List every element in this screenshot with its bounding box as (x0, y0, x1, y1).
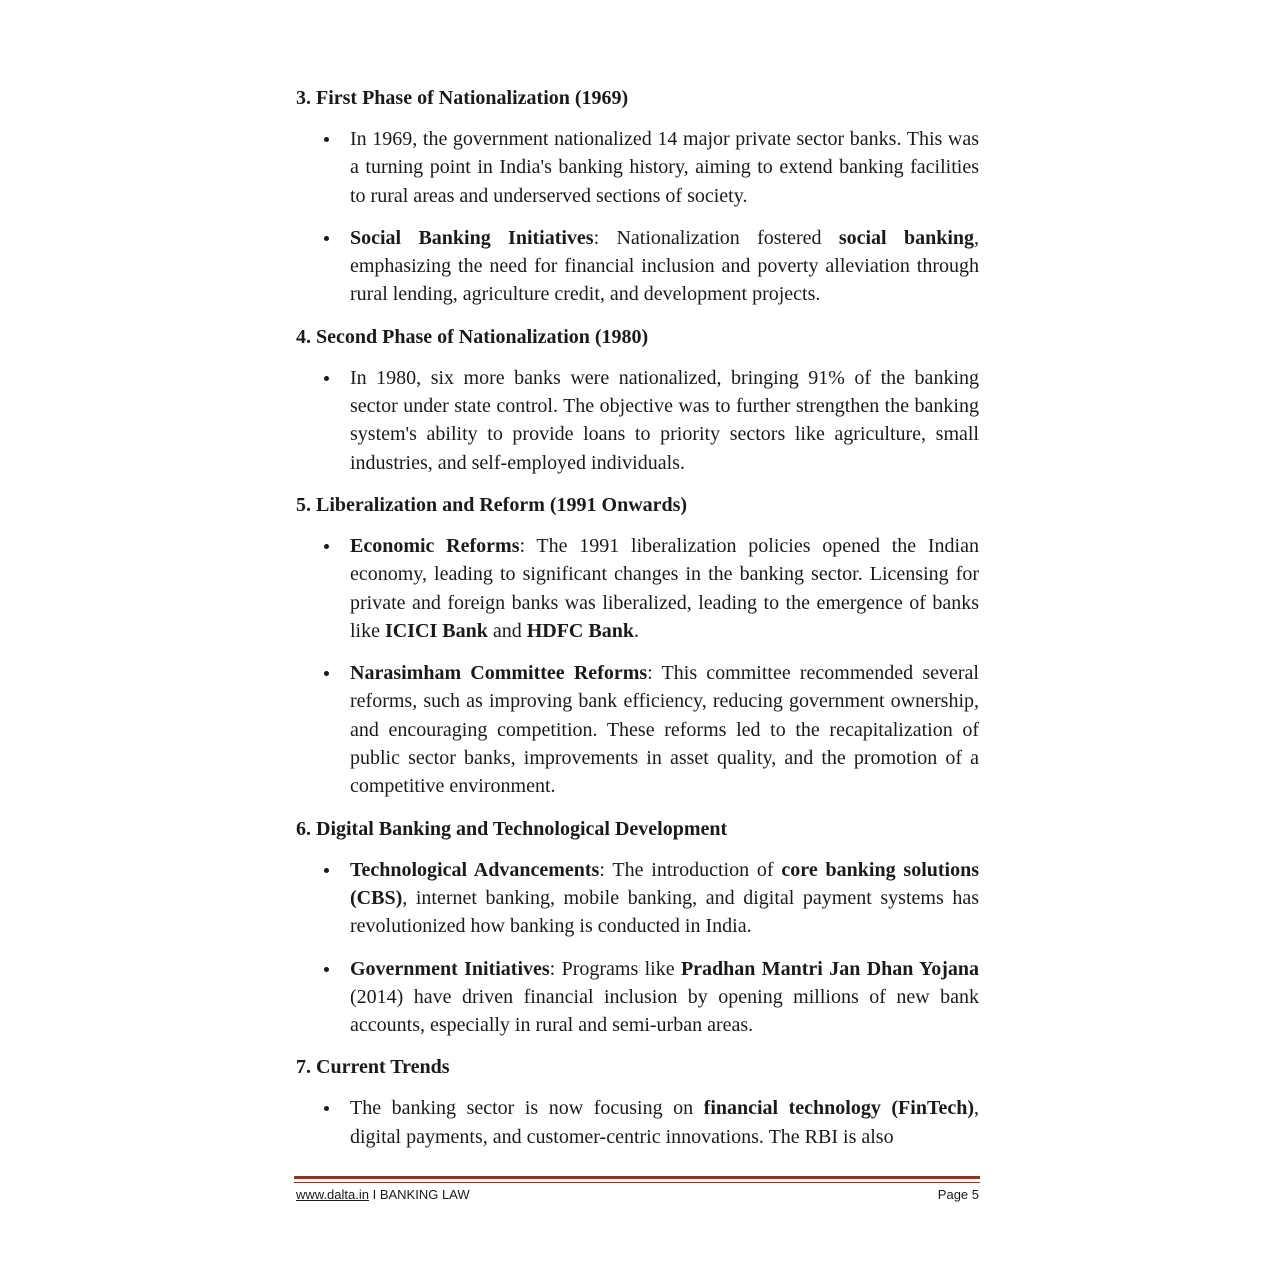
bold-term: core banking solutions (CBS) (350, 858, 980, 909)
text-run: and (487, 619, 527, 642)
bold-term: social banking (838, 226, 974, 249)
bullet-item (296, 364, 979, 477)
page-content (296, 84, 979, 1151)
bullet-dot-icon (324, 544, 329, 549)
text-run: , internet banking, mobile banking, and digital payment systems has revolutionized how banking is conducted in India. (350, 886, 979, 938)
text-run: , emphasizing the need for financial inclusion and poverty alleviation through rural lending, agriculture credit, and development projects. (350, 226, 979, 306)
bold-term: ICICI Bank (385, 619, 488, 642)
bullet-item (296, 224, 979, 309)
page-number: Page 5 (937, 1187, 979, 1202)
bold-term: HDFC Bank (526, 619, 634, 642)
text-run: : This committee recommended several reforms, such as improving bank efficiency, reducing government ownership, and encouraging competition. These reforms led to the recapitalization of public sector banks, improvements in asset quality, and the promotion of a competitive environment. (350, 662, 979, 798)
bullet-item (296, 955, 979, 1040)
bullet-item (296, 659, 979, 800)
text-run: . (633, 619, 639, 642)
footer-rule (294, 1176, 980, 1183)
bullet-item (296, 1094, 979, 1151)
bullet-list (296, 125, 979, 309)
text-run: (2014) have driven financial inclusion by opening millions of new bank accounts, especially in rural and semi-urban areas. (350, 985, 979, 1037)
bullet-item (296, 125, 979, 210)
section-heading: 6. Digital Banking and Technological Development (296, 817, 728, 840)
bullet-item (296, 856, 979, 941)
bold-term: Economic Reforms (350, 534, 520, 557)
bold-term: Social Banking Initiatives (350, 226, 594, 249)
section-heading: 3. First Phase of Nationalization (1969) (296, 87, 629, 109)
bold-term: Technological Advancements (350, 858, 600, 881)
section-heading: 5. Liberalization and Reform (1991 Onwards) (296, 493, 688, 516)
footer-title: I BANKING LAW (368, 1187, 470, 1202)
bold-term: Narasimham Committee Reforms (350, 662, 648, 685)
bold-term: Pradhan Mantri Jan Dhan Yojana (680, 957, 980, 980)
bullet-dot-icon (324, 376, 329, 381)
text-run: The banking sector is now focusing on (350, 1097, 704, 1120)
text-run: : Programs like (549, 957, 681, 980)
text-run: : Nationalization fostered (593, 226, 839, 249)
bullet-dot-icon (324, 137, 329, 142)
text-run: In 1980, six more banks were nationalized, bringing 91% of the banking sector under state control. The objective was to further strengthen the banking system's ability to provide loans to priority sectors like agriculture, small industries, and self-employed individuals. (350, 366, 979, 474)
section-heading: 7. Current Trends (296, 1056, 450, 1079)
text-run: , digital payments, and customer-centric innovations. The RBI is also (350, 1097, 979, 1148)
footer (296, 1187, 979, 1202)
bullet-dot-icon (324, 236, 329, 241)
section-heading: 4. Second Phase of Nationalization (1980) (296, 325, 649, 348)
bullet-list (296, 1094, 979, 1151)
bullet-list (296, 856, 979, 1040)
bold-term: financial technology (FinTech) (703, 1097, 974, 1120)
bullet-dot-icon (324, 1106, 329, 1111)
bullet-list (296, 364, 979, 477)
text-run: : The 1991 liberalization policies opened the Indian economy, leading to significant changes in the banking sector. Licensing for private and foreign banks was liberalized, leading to the emergence of banks like (350, 534, 979, 642)
text-run: In 1969, the government nationalized 14 major private sector banks. This was a turning point in India's banking history, aiming to extend banking facilities to rural areas and underserved sections of society. (350, 128, 979, 207)
bullet-list (296, 532, 979, 801)
bold-term: Government Initiatives (350, 957, 550, 980)
footer-site-link[interactable]: www.dalta.in (296, 1187, 369, 1202)
bullet-dot-icon (324, 868, 329, 873)
text-run: : The introduction of (599, 858, 782, 881)
bullet-dot-icon (324, 967, 329, 972)
bullet-dot-icon (324, 671, 329, 676)
bullet-item (296, 532, 979, 645)
